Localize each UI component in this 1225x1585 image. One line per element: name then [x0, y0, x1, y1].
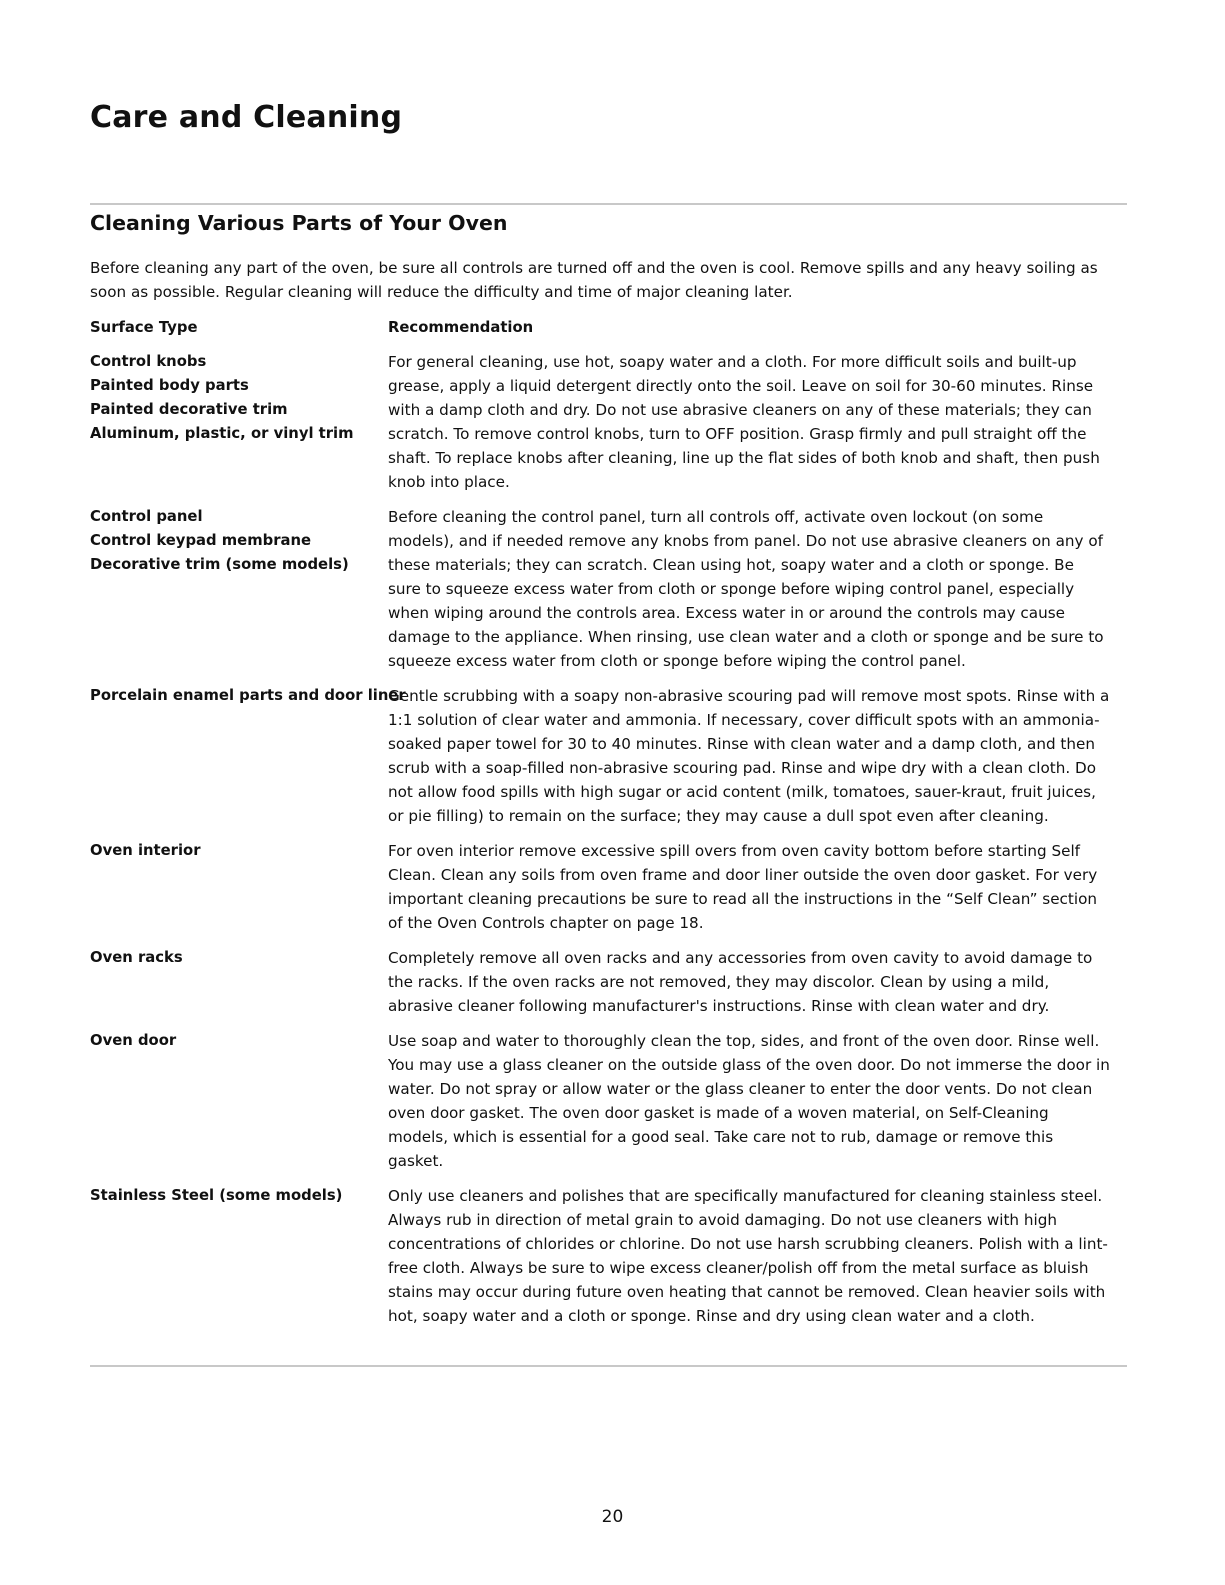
recommendation-text: Only use cleaners and polishes that are specifically manufactured for cleaning stainless steel. Always rub in direction of metal grain to avoid damaging. Do not use cleaners with high concentrations of chlorides or chlorine. Do not use harsh scrubbing cleaners. Polish with a lint-free cloth. Always be sure to wipe excess cleaner/polish off from the metal surface as bluish stains may occur during future oven heating that cannot be removed. Clean heavier soils with hot, soapy water and a cloth or sponge. Rinse and dry using clean water and a cloth.	[388, 1187, 1108, 1325]
surface-type: Aluminum, plastic, or vinyl trim	[90, 425, 354, 442]
surface-type-cell	[90, 1184, 388, 1328]
section-title: Cleaning Various Parts of Your Oven	[90, 211, 508, 235]
surface-type: Control keypad membrane	[90, 532, 312, 549]
cleaning-table	[90, 316, 1130, 1339]
surface-type: Oven door	[90, 1032, 177, 1049]
surface-type-cell	[90, 839, 388, 935]
page-title: Care and Cleaning	[90, 100, 403, 135]
surface-type: Stainless Steel (some models)	[90, 1187, 343, 1204]
table-row	[90, 1184, 1130, 1328]
table-row	[90, 350, 1130, 494]
recommendation-text: For general cleaning, use hot, soapy water and a cloth. For more difficult soils and built-up grease, apply a liquid detergent directly onto the soil. Leave on soil for 30-60 minutes. Rinse with a damp cloth and dry. Do not use abrasive cleaners on any of these materials; they can scratch. To remove control knobs, turn to OFF position. Grasp firmly and pull straight off the shaft. To replace knobs after cleaning, line up the flat sides of both knob and shaft, then push knob into place.	[388, 353, 1100, 491]
header-surface-type: Surface Type	[90, 319, 198, 336]
page-number: 20	[601, 1507, 624, 1527]
surface-type: Oven racks	[90, 949, 183, 966]
surface-type-cell	[90, 1029, 388, 1173]
recommendation-text: Gentle scrubbing with a soapy non-abrasive scouring pad will remove most spots. Rinse with a 1:1 solution of clear water and ammonia. If necessary, cover difficult spots with an ammonia-soaked paper towel for 30 to 40 minutes. Rinse with clean water and a damp cloth, and then scrub with a soap-filled non-abrasive scouring pad. Rinse and wipe dry with a clean cloth. Do not allow food spills with high sugar or acid content (milk, tomatoes, sauer-kraut, fruit juices, or pie filling) to remain on the surface; they may cause a dull spot even after cleaning.	[388, 687, 1110, 825]
recommendation-text: Completely remove all oven racks and any accessories from oven cavity to avoid damage to the racks. If the oven racks are not removed, they may discolor. Clean by using a mild, abrasive cleaner following manufacturer's instructions. Rinse with clean water and dry.	[388, 949, 1093, 1015]
header-recommendation: Recommendation	[388, 319, 534, 336]
surface-type-cell	[90, 946, 388, 1018]
surface-type: Decorative trim (some models)	[90, 556, 349, 573]
surface-type: Painted decorative trim	[90, 401, 288, 418]
recommendation-text: For oven interior remove excessive spill overs from oven cavity bottom before starting Self Clean. Clean any soils from oven frame and door liner outside the oven door gasket. For very important cleaning precautions be sure to read all the instructions in the “Self Clean” section of the Oven Controls chapter on page 18.	[388, 842, 1098, 932]
table-row	[90, 946, 1130, 1018]
table-header-row	[90, 316, 1130, 340]
surface-type: Control knobs	[90, 353, 207, 370]
section-divider-bottom	[90, 1365, 1127, 1367]
surface-type: Porcelain enamel parts and door liner	[90, 687, 406, 704]
table-row	[90, 505, 1130, 673]
intro-paragraph: Before cleaning any part of the oven, be sure all controls are turned off and the oven is cool. Remove spills and any heavy soiling as soon as possible. Regular cleaning will reduce the difficulty and time of major cleaning later.	[90, 259, 1098, 301]
surface-type: Control panel	[90, 508, 203, 525]
table-row	[90, 839, 1130, 935]
section-divider-top	[90, 203, 1127, 205]
table-row	[90, 684, 1130, 828]
surface-type: Oven interior	[90, 842, 201, 859]
surface-type-cell	[90, 684, 406, 828]
surface-type-cell	[90, 350, 388, 494]
surface-type: Painted body parts	[90, 377, 249, 394]
recommendation-text: Before cleaning the control panel, turn all controls off, activate oven lockout (on some models), and if needed remove any knobs from panel. Do not use abrasive cleaners on any of these materials; they can scratch. Clean using hot, soapy water and a cloth or sponge. Be sure to squeeze excess water from cloth or sponge before wiping control panel, especially when wiping around the controls area. Excess water in or around the controls may cause damage to the appliance. When rinsing, use clean water and a cloth or sponge and be sure to squeeze excess water from cloth or sponge before wiping the control panel.	[388, 508, 1104, 670]
table-row	[90, 1029, 1130, 1173]
surface-type-cell	[90, 505, 388, 673]
recommendation-text: Use soap and water to thoroughly clean the top, sides, and front of the oven door. Rinse well. You may use a glass cleaner on the outside glass of the oven door. Do not immerse the door in water. Do not spray or allow water or the glass cleaner to enter the door vents. Do not clean oven door gasket. The oven door gasket is made of a woven material, on Self-Cleaning models, which is essential for a good seal. Take care not to rub, damage or remove this gasket.	[388, 1032, 1110, 1170]
